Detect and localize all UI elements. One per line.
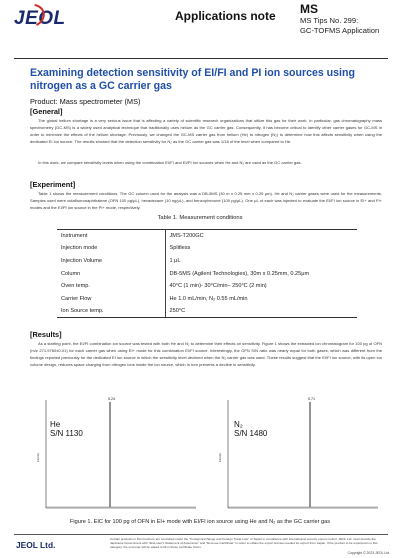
- sn-ratio-he: S/N 1130: [50, 429, 83, 438]
- condition-name: Instrument: [57, 230, 165, 243]
- table-row: [57, 242, 357, 255]
- experiment-paragraph: Table 1 shows the measurement conditions. The GC column used for the analysis was a DB-5MS (30 m x 0.25 mm x 0.25 μm). He and N₂ carrier gases were used for the measurements. Samples used were octafluoronaphthalene (OFN 100 pg/μL), hexadecane (10 ng/μL), and benzophenone (100 pg/μL). One μL of each was injected to evaluate the EI/FI ion source in EI+ and FI+ modes and the EI/PI ion source in the PI+ mode, respectively.: [30, 191, 382, 210]
- gas-name-n2: N₂: [234, 420, 243, 429]
- table-row: [57, 280, 357, 293]
- condition-name: Injection mode: [57, 242, 165, 255]
- footer-company: JEOL Ltd.: [16, 540, 56, 550]
- results-heading: [Results]: [30, 330, 62, 339]
- chromatogram-he: [36, 392, 200, 512]
- series-label: MS: [300, 2, 318, 16]
- table-row: [57, 305, 357, 318]
- ms-tips-box: [300, 2, 400, 36]
- general-paragraph-1: The global helium shortage is a very serious issue that is affecting a variety of scientific research organizations that utilize this gas for their work. In particular, gas chromatography mass spectrometry (GC-MS) is a widely used analytical technique that traditionally uses helium as the GC carrier gas. Consequently, it has become critical to identify other carrier gases for GC-MS in order to minimize the effects of the helium shortage. Previously, we changed the GC-MS carrier gas from helium (He) to nitrogen (N₂) to determine how this affects sensitivity when using the dedicated EI ion source. The results showed that the detection sensitivity for N₂ as the GC carrier gas was 1/18 of the level when compared to He.: [30, 118, 382, 144]
- condition-value: JMS-T200GC: [165, 230, 357, 243]
- general-paragraph-2: In this work, we compare sensitivity levels when using the combination EI/FI and EI/PI ion sources when He and N₂ are used as the GC carrier gas.: [38, 160, 302, 165]
- ylabel-n2: Intensity: [219, 453, 222, 462]
- condition-name: Ion Source temp.: [57, 305, 165, 318]
- copyright: Copyright © 2023 JEOL Ltd.: [347, 550, 390, 555]
- condition-name: Injection Volume: [57, 255, 165, 268]
- tip-number: MS Tips No. 299:: [300, 16, 359, 25]
- condition-value: He 1.0 mL/min, N₂ 0.55 mL/min: [169, 295, 248, 302]
- product-line: Product: Mass spectrometer (MS): [30, 97, 141, 106]
- chromatogram-n2: [218, 392, 382, 512]
- sn-ratio-n2: S/N 1480: [234, 429, 268, 438]
- condition-value: 250°C: [165, 305, 357, 318]
- table-row: [57, 292, 357, 305]
- peak-label-he: 5.24: [108, 397, 115, 401]
- table-row: [57, 255, 357, 268]
- ylabel-he: Intensity: [37, 453, 40, 462]
- table-row: [57, 230, 357, 243]
- footer-divider: [14, 534, 388, 535]
- logo-swoosh-icon: [31, 3, 51, 27]
- export-notice: Certain products in this brochure are controlled under the "Foreign Exchange and Foreign Trade Law" of Japan in compliance with international security export control. JEOL Ltd. must provide the Japanese Government with "End-user's Statement of Assurance" and "End-use Certificate" in order to obtain the export license needed for export from Japan. If the product to be exported is in this category, the end user will be asked to fill in these certificate forms.: [110, 537, 378, 550]
- condition-name: Carrier Flow: [57, 292, 165, 305]
- figure-panel-he: [36, 392, 200, 504]
- peak-label-n2: 5.71: [308, 397, 315, 401]
- figure-caption: Figure 1. EIC for 100 pg of OFN in EI+ mode with EI/FI ion source using He and N₂ as the GC carrier gas: [69, 519, 331, 525]
- logo-text: JEOL: [14, 8, 66, 29]
- tip-application: GC-TOFMS Application: [300, 26, 380, 35]
- applications-note-label: Applications note: [175, 9, 276, 23]
- general-heading: [General]: [30, 107, 63, 116]
- condition-value: 1 μL: [169, 257, 181, 264]
- document-title: Examining detection sensitivity of EI/FI and PI ion sources using nitrogen as a GC carrier gas: [30, 67, 355, 92]
- condition-value: DB-5MS (Agilent Technologies), 30m x 0.25mm, 0.25μm: [169, 270, 310, 277]
- header-divider: [14, 58, 388, 59]
- gas-label-n2: [234, 420, 267, 438]
- condition-name: Oven temp.: [57, 280, 165, 293]
- condition-value: 40°C (1 min)- 30°C/min– 250°C (2 min): [169, 283, 267, 290]
- results-paragraph: As a starting point, the EI/FI combination ion source was tested with both He and N₂ to determine their effects on sensitivity. Figure 1 shows the extracted ion chromatogram for 100 pg of OFN (m/z 271.9760±0.01) for each carrier gas when using EI+ mode for this combination EI/FI source. Interestingly, the OFN S/N ratio was nearly equal for both gases, which was different from the findings reported previously for the dedicated EI ion source in which the sensitivity level declined when the N₂ carrier gas was used. These results suggest that the EI/FI ion source, with its open ion volume design, reduces space charging from nitrogen ions inside the ion source, which in turn prevents a decline in sensitivity.: [30, 341, 382, 367]
- footer-notice: [110, 537, 390, 555]
- condition-name: Column: [57, 267, 165, 280]
- measurement-conditions-table: [57, 229, 357, 318]
- experiment-heading: [Experiment]: [30, 180, 76, 189]
- table-caption: Table 1. Measurement conditions: [157, 215, 243, 221]
- figure-panel-n2: [218, 392, 382, 504]
- gas-name-he: He: [50, 420, 61, 429]
- table-row: [57, 267, 357, 280]
- gas-label-he: [50, 420, 83, 438]
- page-header: [0, 0, 400, 62]
- condition-value: Splitless: [169, 245, 191, 252]
